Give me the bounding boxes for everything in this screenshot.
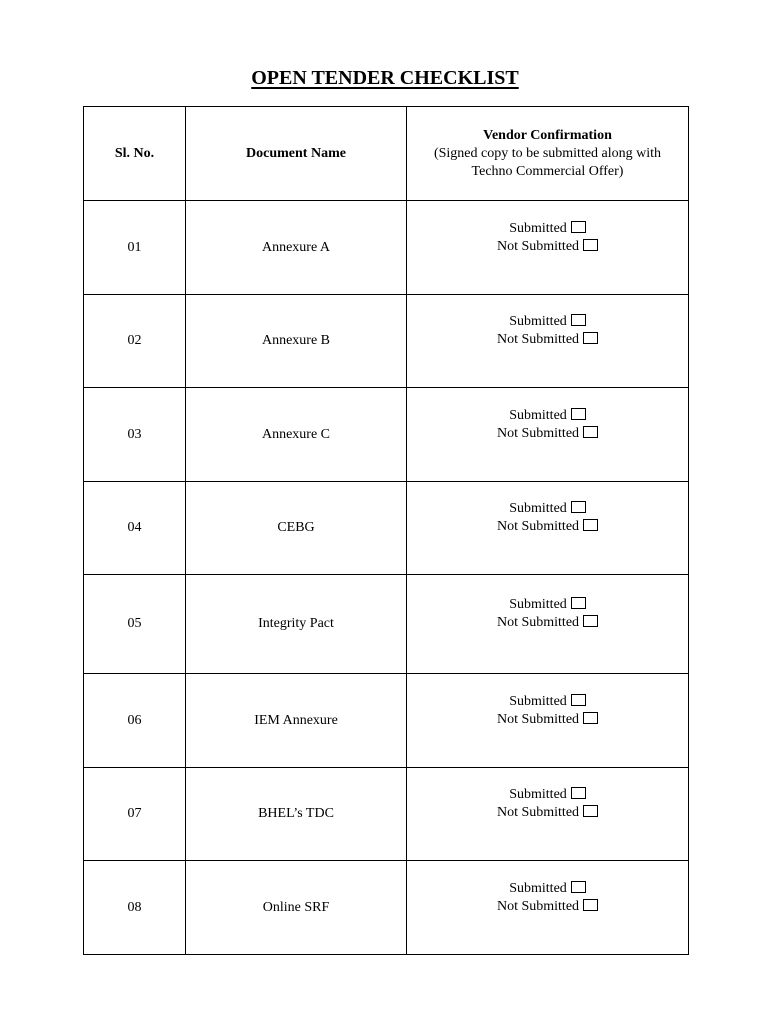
confirmation-options xyxy=(407,786,688,822)
confirmation-options xyxy=(407,693,688,729)
confirmation-options xyxy=(407,880,688,916)
not-submitted-option-label: Not Submitted xyxy=(496,711,580,727)
not-submitted-option-label: Not Submitted xyxy=(496,898,580,914)
header-sl-no: Sl. No. xyxy=(84,107,186,201)
vendor-confirmation-note-line1: (Signed copy to be submitted along with xyxy=(433,145,662,161)
submitted-option xyxy=(407,500,688,518)
not-submitted-checkbox[interactable] xyxy=(583,519,598,531)
sl-no-cell: 04 xyxy=(84,482,186,575)
not-submitted-checkbox[interactable] xyxy=(583,712,598,724)
document-name-cell: BHEL’s TDC xyxy=(186,768,407,861)
vendor-confirmation-cell xyxy=(407,295,689,388)
not-submitted-option-label: Not Submitted xyxy=(496,332,580,347)
not-submitted-option-label: Not Submitted xyxy=(496,615,580,630)
not-submitted-checkbox[interactable] xyxy=(583,899,598,911)
not-submitted-checkbox[interactable] xyxy=(583,426,598,438)
vendor-confirmation-cell xyxy=(407,575,689,674)
vendor-confirmation-cell xyxy=(407,388,689,482)
submitted-option-label: Submitted xyxy=(509,597,567,612)
vendor-confirmation-cell xyxy=(407,674,689,768)
page-title-text: OPEN TENDER CHECKLIST xyxy=(251,67,519,89)
table-row xyxy=(84,388,689,482)
document-name-cell: Online SRF xyxy=(186,861,407,955)
vendor-confirmation-note-line2: Techno Commercial Offer) xyxy=(471,163,624,179)
submitted-option xyxy=(407,313,688,331)
submitted-option xyxy=(407,880,688,898)
submitted-option-label: Submitted xyxy=(509,787,567,802)
submitted-option xyxy=(407,220,688,238)
submitted-option-label: Submitted xyxy=(509,880,567,896)
submitted-option-label: Submitted xyxy=(509,501,567,516)
document-name-cell: Annexure B xyxy=(186,295,407,388)
document-name-cell: IEM Annexure xyxy=(186,674,407,768)
sl-no-cell: 03 xyxy=(84,388,186,482)
table-row xyxy=(84,768,689,861)
submitted-option-label: Submitted xyxy=(509,407,567,423)
submitted-checkbox[interactable] xyxy=(571,408,586,420)
table-row xyxy=(84,575,689,674)
header-vendor-confirmation xyxy=(407,107,689,201)
not-submitted-option xyxy=(407,238,688,256)
vendor-confirmation-cell xyxy=(407,482,689,575)
sl-no-cell: 08 xyxy=(84,861,186,955)
submitted-checkbox[interactable] xyxy=(571,501,586,513)
not-submitted-option xyxy=(407,518,688,536)
submitted-option xyxy=(407,596,688,614)
page-title xyxy=(0,66,770,90)
submitted-checkbox[interactable] xyxy=(571,694,586,706)
submitted-option xyxy=(407,693,688,711)
vendor-confirmation-title: Vendor Confirmation xyxy=(483,127,612,143)
vendor-confirmation-cell xyxy=(407,768,689,861)
sl-no-cell: 05 xyxy=(84,575,186,674)
not-submitted-checkbox[interactable] xyxy=(583,805,598,817)
submitted-option xyxy=(407,407,688,425)
submitted-checkbox[interactable] xyxy=(571,881,586,893)
table-row xyxy=(84,201,689,295)
not-submitted-checkbox[interactable] xyxy=(583,332,598,344)
not-submitted-option-label: Not Submitted xyxy=(496,425,580,441)
document-name-cell: Integrity Pact xyxy=(186,575,407,674)
confirmation-options xyxy=(407,313,688,349)
not-submitted-option-label: Not Submitted xyxy=(496,519,580,534)
not-submitted-option-label: Not Submitted xyxy=(496,238,580,254)
document-name-cell: Annexure A xyxy=(186,201,407,295)
table-header-row xyxy=(84,107,689,201)
sl-no-cell: 02 xyxy=(84,295,186,388)
table-row xyxy=(84,482,689,575)
confirmation-options xyxy=(407,220,688,256)
confirmation-options xyxy=(407,596,688,632)
not-submitted-checkbox[interactable] xyxy=(583,615,598,627)
confirmation-options xyxy=(407,407,688,443)
not-submitted-option xyxy=(407,804,688,822)
not-submitted-option xyxy=(407,614,688,632)
header-document-name: Document Name xyxy=(186,107,407,201)
submitted-option xyxy=(407,786,688,804)
submitted-option-label: Submitted xyxy=(509,220,567,236)
not-submitted-option xyxy=(407,898,688,916)
submitted-checkbox[interactable] xyxy=(571,221,586,233)
not-submitted-option xyxy=(407,425,688,443)
document-name-cell: Annexure C xyxy=(186,388,407,482)
table-row xyxy=(84,861,689,955)
not-submitted-option xyxy=(407,331,688,349)
vendor-confirmation-cell xyxy=(407,861,689,955)
sl-no-cell: 01 xyxy=(84,201,186,295)
submitted-option-label: Submitted xyxy=(509,693,567,709)
document-name-cell: CEBG xyxy=(186,482,407,575)
table-row xyxy=(84,674,689,768)
sl-no-cell: 06 xyxy=(84,674,186,768)
confirmation-options xyxy=(407,500,688,536)
not-submitted-checkbox[interactable] xyxy=(583,239,598,251)
submitted-checkbox[interactable] xyxy=(571,787,586,799)
submitted-checkbox[interactable] xyxy=(571,314,586,326)
vendor-confirmation-cell xyxy=(407,201,689,295)
not-submitted-option xyxy=(407,711,688,729)
table-row xyxy=(84,295,689,388)
not-submitted-option-label: Not Submitted xyxy=(496,805,580,820)
submitted-option-label: Submitted xyxy=(509,314,567,329)
sl-no-cell: 07 xyxy=(84,768,186,861)
submitted-checkbox[interactable] xyxy=(571,597,586,609)
checklist-table xyxy=(83,106,689,955)
